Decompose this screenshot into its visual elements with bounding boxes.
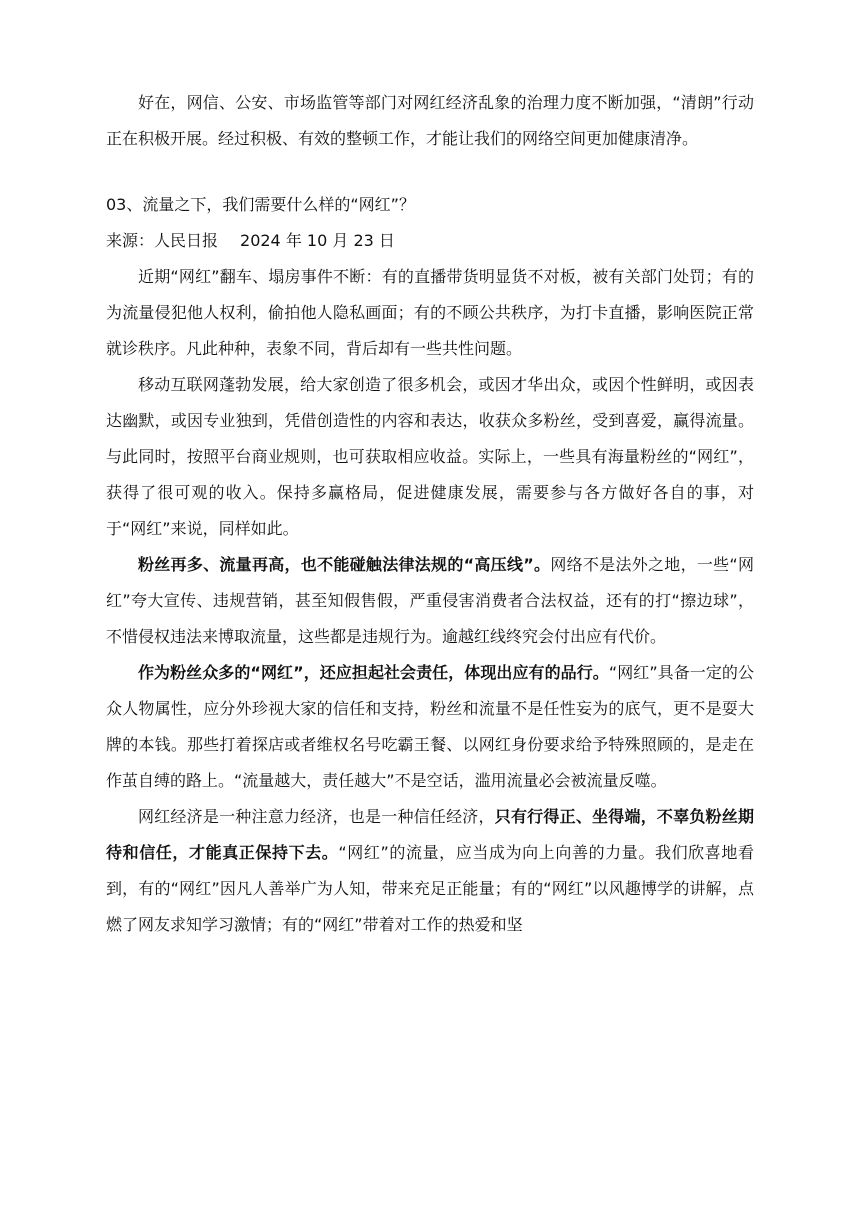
paragraph-law	[106, 547, 754, 655]
paragraph-responsibility-bold: 作为粉丝众多的“网红”，还应担起社会责任，体现出应有的品行。	[138, 663, 609, 682]
paragraph-responsibility	[106, 655, 754, 799]
paragraph-law-text: 网络不是法外之地，一些“网红”夸大宣传、违规营销，甚至知假售假，严重侵害消费者合法权益，还有的打“擦边球”，不惜侵权违法来博取流量，这些都是违规行为。逾越红线终究会付出应有代价。	[106, 555, 754, 646]
paragraph-incidents: 近期“网红”翻车、塌房事件不断：有的直播带货明显货不对板，被有关部门处罚；有的为流量侵犯他人权利，偷拍他人隐私画面；有的不顾公共秩序，为打卡直播，影响医院正常就诊秩序。凡此种种，表象不同，背后却有一些共性问题。	[106, 267, 754, 358]
source-line	[106, 223, 754, 259]
paragraph-responsibility-text: “网红”具备一定的公众人物属性，应分外珍视大家的信任和支持，粉丝和流量不是任性妄为的底气，更不是耍大牌的本钱。那些打着探店或者维权名号吃霸王餐、以网红身份要求给予特殊照顾的，是走在作茧自缚的路上。“流量越大，责任越大”不是空话，滥用流量必会被流量反噬。	[106, 663, 754, 790]
paragraph-law-bold: 粉丝再多、流量再高，也不能碰触法律法规的“高压线”。	[138, 555, 551, 574]
source-date: 2024 年 10 月 23 日	[240, 231, 395, 250]
paragraph-opportunities: 移动互联网蓬勃发展，给大家创造了很多机会，或因才华出众，或因个性鲜明，或因表达幽默，或因专业独到，凭借创造性的内容和表达，收获众多粉丝，受到喜爱，赢得流量。与此同时，按照平台商业规则，也可获取相应收益。实际上，一些具有海量粉丝的“网红”，获得了很可观的收入。保持多赢格局，促进健康发展，需要参与各方做好各自的事，对于“网红”来说，同样如此。	[106, 375, 754, 538]
source-label: 来源：人民日报	[106, 231, 219, 250]
paragraph-trust-start: 网红经济是一种注意力经济，也是一种信任经济，	[138, 807, 495, 826]
paragraph-trust	[106, 799, 754, 943]
paragraph-trust-text: “网红”的流量，应当成为向上向善的力量。我们欣喜地看到，有的“网红”因凡人善举广为人知，带来充足正能量；有的“网红”以风趣博学的讲解，点燃了网友求知学习激情；有的“网红”带着对工作的热爱和坚	[106, 843, 754, 934]
paragraph-trust-bold: 只有行得正、坐得端，不辜负粉丝期待和信任，才能真正保持下去。	[106, 807, 754, 862]
section-heading: 03、流量之下，我们需要什么样的“网红”？	[106, 195, 415, 214]
document-page	[106, 85, 754, 943]
paragraph-intro: 好在，网信、公安、市场监管等部门对网红经济乱象的治理力度不断加强，“清朗”行动正在积极开展。经过积极、有效的整顿工作，才能让我们的网络空间更加健康清净。	[106, 93, 754, 148]
